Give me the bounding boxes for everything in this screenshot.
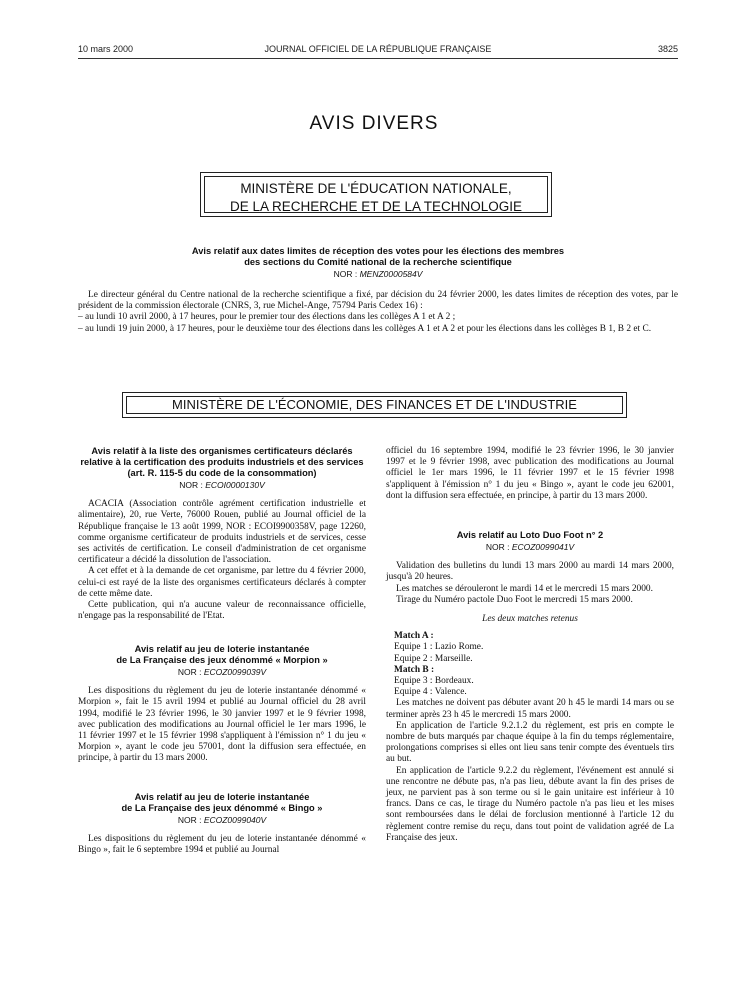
avis-bingo: [78, 792, 366, 857]
list-item: – au lundi 19 juin 2000, à 17 heures, pour le deuxième tour des élections dans les collèges A 1 et A 2 et pour les élections dans les collèges B 1, B 2 et C.: [78, 323, 652, 334]
nor-reference: NOR : ECOZ0099041V: [485, 542, 575, 552]
avis-education-title-line1: Avis relatif aux dates limites de réception des votes pour les élections des membres: [191, 246, 565, 256]
match-a-label: Match A :: [394, 631, 434, 642]
avis-loto-duo-foot: [386, 530, 674, 844]
ministry-education-box: [200, 172, 552, 217]
paragraph: Le directeur général du Centre national de la recherche scientifique a fixé, par décision du 24 février 2000, les dates limites de réception des votes, par le président de la commission électorale (CNRS, 3, rue Michel-Ange, 75794 Paris Cedex 16) :: [78, 290, 678, 312]
avis-loto-title: Avis relatif au Loto Duo Foot n° 2: [456, 530, 604, 540]
avis-education-title-line2: des sections du Comité national de la recherche scientifique: [244, 257, 512, 267]
match-team: Equipe 2 : Marseille.: [394, 653, 473, 664]
header-page-number: 3825: [657, 44, 678, 54]
match-team: Equipe 3 : Bordeaux.: [394, 676, 474, 687]
avis-certification: [78, 446, 366, 622]
bingo-continuation: [386, 446, 674, 502]
paragraph: Les dispositions du règlement du jeu de loterie instantanée dénommé « Morpion », fait le 15 avril 1994 et publié au Journal officiel du 28 avril 1994, modifié le 23 février 1996, le 30 janvier 1997 et le 9 février 1998, avec publication des modifications au Journal officiel le 1er mars 1996, le 11 février 1997 et le 15 février 1998 s'appliquent à l'émission n° 1 du jeu « Morpion », ayant le code jeu 57001, dont la diffusion sera effectuée, en principe, à partir du 13 mars 2000.: [78, 686, 366, 764]
paragraph: A cet effet et à la demande de cet organisme, par lettre du 4 février 2000, celui-ci est rayé de la liste des organismes certificateurs déclarés à compter de cette même date.: [78, 566, 366, 599]
paragraph: En application de l'article 9.2.1.2 du règlement, est pris en compte le nombre de buts marqués par chaque équipe à la fin du temps réglementaire, prolongations comprises si elles ont lieu sans tenir compte des éventuels tirs au but.: [386, 720, 674, 765]
ministry-economy-label: MINISTÈRE DE L'ÉCONOMIE, DES FINANCES ET DE L'INDUSTRIE: [172, 397, 577, 412]
header-rule: [78, 58, 678, 59]
avis-bingo-title-line1: Avis relatif au jeu de loterie instantanée: [134, 792, 310, 802]
match-team: Equipe 4 : Valence.: [394, 687, 467, 698]
avis-education-body: [78, 290, 678, 335]
avis-morpion-title-line2: de La Française des jeux dénommé « Morpion »: [116, 655, 328, 665]
nor-reference: NOR : ECOI0000130V: [179, 480, 265, 490]
paragraph: Tirage du Numéro pactole Duo Foot le mercredi 15 mars 2000.: [396, 594, 633, 605]
matches-subheading: Les deux matches retenus: [482, 614, 578, 625]
header-journal-title: JOURNAL OFFICIEL DE LA RÉPUBLIQUE FRANÇAISE: [264, 44, 492, 54]
paragraph: En application de l'article 9.2.2 du règlement, l'événement est annulé si une rencontre ne débute pas, n'a pas lieu, débute avant la fin des prises de jeux, ne parvient pas à son terme ou si le gain unitaire est inférieur à 10 francs. Dans ce cas, le tirage du Numéro pactole n'a pas lieu et les mises sont remboursées dans le délai de forclusion mentionné à l'article 12 du règlement contre remise du reçu, dans tout point de validation agréé de La Française des jeux.: [386, 765, 674, 843]
avis-education: [78, 246, 678, 279]
ministry-education-line1: MINISTÈRE DE L'ÉDUCATION NATIONALE,: [240, 181, 512, 196]
nor-reference: NOR : ECOZ0099040V: [177, 815, 267, 825]
paragraph: Validation des bulletins du lundi 13 mars 2000 au mardi 14 mars 2000, jusqu'à 20 heures.: [386, 561, 674, 583]
nor-reference: NOR : ECOZ0099039V: [177, 667, 267, 677]
avis-bingo-title-line2: de La Française des jeux dénommé « Bingo »: [121, 803, 323, 813]
avis-morpion: [78, 644, 366, 765]
ministry-economy-box: [122, 392, 627, 418]
match-team: Equipe 1 : Lazio Rome.: [394, 642, 484, 653]
match-b-label: Match B :: [394, 664, 435, 675]
paragraph: ACACIA (Association contrôle agrément certification industrielle et alimentaire), 20, rue Verte, 76000 Rouen, publié au Journal officiel de la République française le 13 août 1999, NOR : ECOI9900358V, page 12260, comme organisme certificateur de produits industriels et de services, cesse ses activités de certification. Le conseil d'administration de cet organisme certificateur a décidé la dissolution de l'association.: [78, 499, 366, 566]
paragraph: Les matches se dérouleront le mardi 14 et le mercredi 15 mars 2000.: [396, 583, 653, 594]
paragraph: officiel du 16 septembre 1994, modifié le 23 février 1996, le 30 janvier 1997 et le 9 février 1998, avec publication des modifications au Journal officiel le 1er mars 1996, le 11 février 1997 et le 15 février 1998 s'appliquent à l'émission n° 1 du jeu « Bingo », ayant le code jeu 62001, dont la diffusion sera effectuée, en principe, à partir du 13 mars 2000.: [386, 446, 674, 501]
page-header: [78, 44, 678, 58]
avis-certification-title: Avis relatif à la liste des organismes certificateurs déclarés relative à la certification des produits industriels et des services (art. R. 115-5 du code de la consommation): [80, 446, 364, 478]
avis-morpion-title-line1: Avis relatif au jeu de loterie instantanée: [134, 644, 310, 654]
nor-reference: NOR : MENZ0000584V: [333, 269, 423, 279]
list-item: – au lundi 10 avril 2000, à 17 heures, pour le premier tour des élections dans les collèges A 1 et A 2 ;: [78, 312, 456, 323]
paragraph: Cette publication, qui n'a aucune valeur de reconnaissance officielle, n'engage pas la responsabilité de l'Etat.: [78, 600, 366, 622]
header-date: 10 mars 2000: [78, 44, 134, 54]
paragraph: Les matches ne doivent pas débuter avant 20 h 45 le mardi 14 mars ou se terminer après 23 h 45 le mercredi 15 mars 2000.: [386, 698, 674, 720]
section-title: AVIS DIVERS: [309, 113, 439, 134]
ministry-education-line2: DE LA RECHERCHE ET DE LA TECHNOLOGIE: [229, 199, 523, 214]
paragraph: Les dispositions du règlement du jeu de loterie instantanée dénommé « Bingo », fait le 6 septembre 1994 et publié au Journal: [78, 834, 366, 856]
